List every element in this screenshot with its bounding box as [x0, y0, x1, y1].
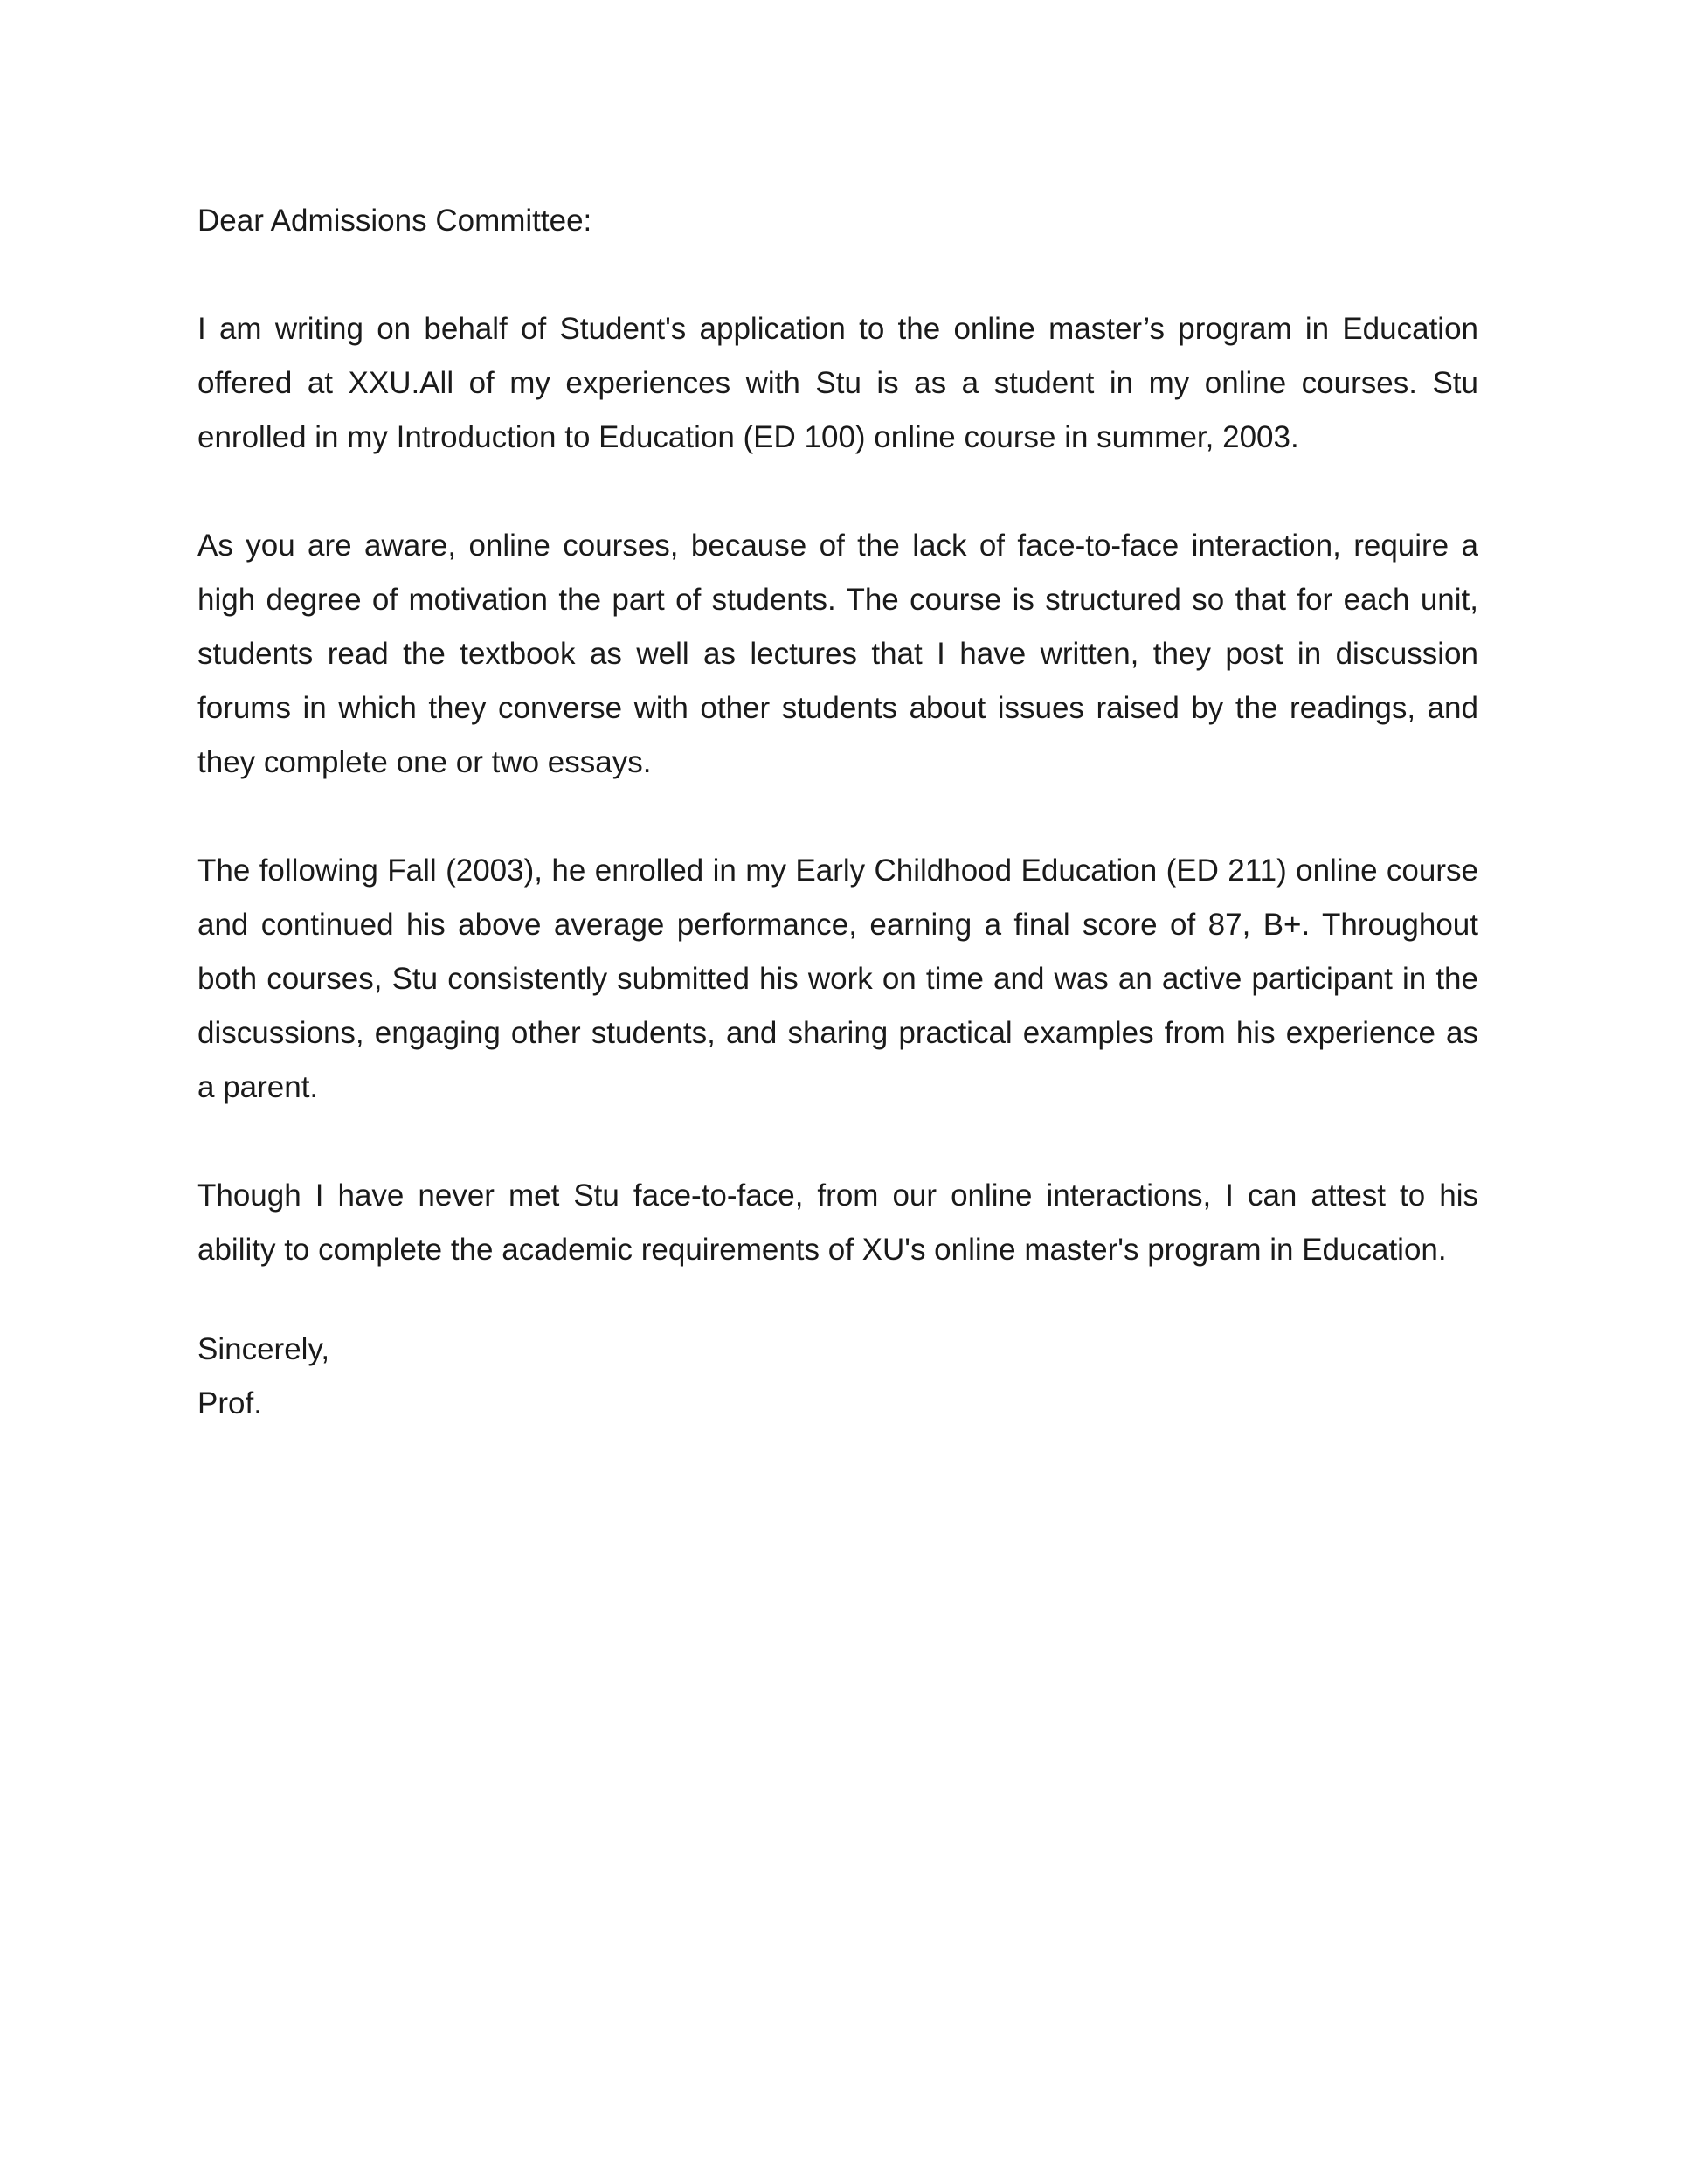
- letter-body: [197, 194, 1478, 1431]
- paragraph-performance: The following Fall (2003), he enrolled in my Early Childhood Education (ED 211) online course and continued his above average performance, earning a final score of 87, B+. Throughout both courses, Stu consistently submitted his work on time and was an active participant in the discussions, engaging other students, and sharing practical examples from his experience as a parent.: [197, 854, 1478, 1104]
- paragraph-intro: I am writing on behalf of Student's application to the online master’s program in Education offered at XXU.All of my experiences with Stu is as a student in my online courses. Stu enrolled in my Introduction to Education (ED 100) online course in summer, 2003.: [197, 312, 1478, 454]
- signature: Prof.: [197, 1386, 262, 1420]
- closing-block: [197, 1323, 1478, 1431]
- salutation: Dear Admissions Committee:: [197, 204, 592, 238]
- closing: Sincerely,: [197, 1332, 330, 1366]
- paragraph-online-courses: As you are aware, online courses, because of the lack of face-to-face interaction, require a high degree of motivation the part of students. The course is structured so that for each unit, students read the textbook as well as lectures that I have written, they post in discussion forums in which they converse with other students about issues raised by the readings, and they complete one or two essays.: [197, 529, 1478, 779]
- paragraph-attestation: Though I have never met Stu face-to-face, from our online interactions, I can attest to his ability to complete the academic requirements of XU's online master's program in Education.: [197, 1178, 1478, 1267]
